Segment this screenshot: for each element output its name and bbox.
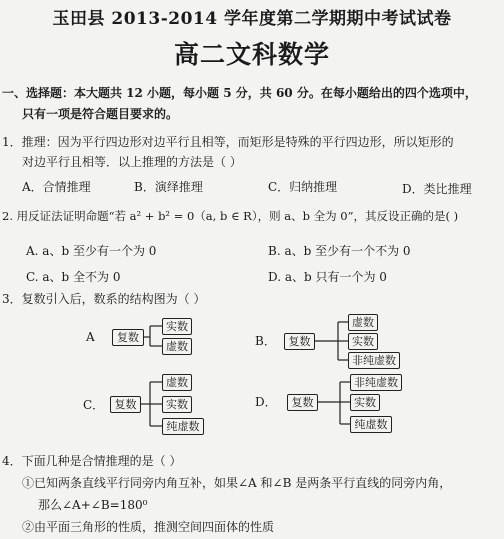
q3-c-child-box: 实数 xyxy=(162,396,192,413)
q3-d-child-box: 非纯虚数 xyxy=(350,374,402,391)
q4-item1-cont: 那么∠A+∠B=180⁰ xyxy=(38,498,148,512)
q3-c-child-box: 虚数 xyxy=(162,374,192,391)
q3-option-d-label: D． xyxy=(255,395,277,409)
q1-option-d: D．类比推理 xyxy=(402,182,472,196)
q2-stem: 2. 用反证法证明命题“若 a² + b² = 0（a, b ∈ R），则 a、b 全为 0”，其反设正确的是( ) xyxy=(2,209,459,223)
q3-a-child-box: 实数 xyxy=(162,318,192,335)
q2-option-b: B. a、b 至少有一个不为 0 xyxy=(268,244,411,258)
q3-b-child-box: 实数 xyxy=(348,333,378,350)
q1-stem-cont: 对边平行且相等．以上推理的方法是（ ） xyxy=(22,155,242,169)
q3-b-child-box: 非纯虚数 xyxy=(348,352,400,369)
q3-a-child-box: 虚数 xyxy=(162,338,192,355)
q2-option-c: C. a、b 全不为 0 xyxy=(26,270,121,284)
q3-d-child-box: 实数 xyxy=(350,394,380,411)
q4-stem: 4．下面几种是合情推理的是（ ） xyxy=(2,454,182,468)
exam-title: 玉田县 2013-2014 学年度第二学期期中考试试卷 xyxy=(52,9,452,29)
q4-item2: ②由平面三角形的性质，推测空间四面体的性质 xyxy=(22,520,275,534)
q2-option-d: D. a、b 只有一个为 0 xyxy=(268,270,387,284)
q3-stem: 3．复数引入后，数系的结构图为（ ） xyxy=(2,292,206,306)
q3-a-root-box: 复数 xyxy=(112,329,144,346)
q1-option-a: A．合情推理 xyxy=(22,180,91,194)
q3-c-root-box: 复数 xyxy=(110,396,141,413)
q1-option-b: B．演绎推理 xyxy=(134,180,203,194)
section-heading: 一、选择题：本大题共 12 小题，每小题 5 分，共 60 分。在每小题给出的四个选项中， xyxy=(2,86,477,100)
q3-d-child-box: 纯虚数 xyxy=(350,416,392,433)
exam-subtitle: 高二文科数学 xyxy=(173,40,330,69)
q3-option-b-label: B． xyxy=(255,334,276,348)
q3-b-child-box: 虚数 xyxy=(348,314,378,331)
q1-stem: 1．推理：因为平行四边形对边平行且相等，而矩形是特殊的平行四边形，所以矩形的 xyxy=(2,135,454,149)
q3-option-a-label: A xyxy=(86,330,95,344)
q4-item1: ①已知两条直线平行同旁内角互补，如果∠A 和∠B 是两条平行直线的同旁内角， xyxy=(22,476,452,490)
q3-option-c-label: C． xyxy=(83,398,105,412)
q3-d-root-box: 复数 xyxy=(287,394,318,411)
q2-option-a: A. a、b 至少有一个为 0 xyxy=(26,244,157,258)
q3-b-root-box: 复数 xyxy=(284,333,315,350)
q1-option-c: C．归纳推理 xyxy=(268,180,338,194)
section-heading-cont: 只有一项是符合题目要求的。 xyxy=(22,107,179,121)
q3-c-child-box: 纯虚数 xyxy=(162,418,204,435)
